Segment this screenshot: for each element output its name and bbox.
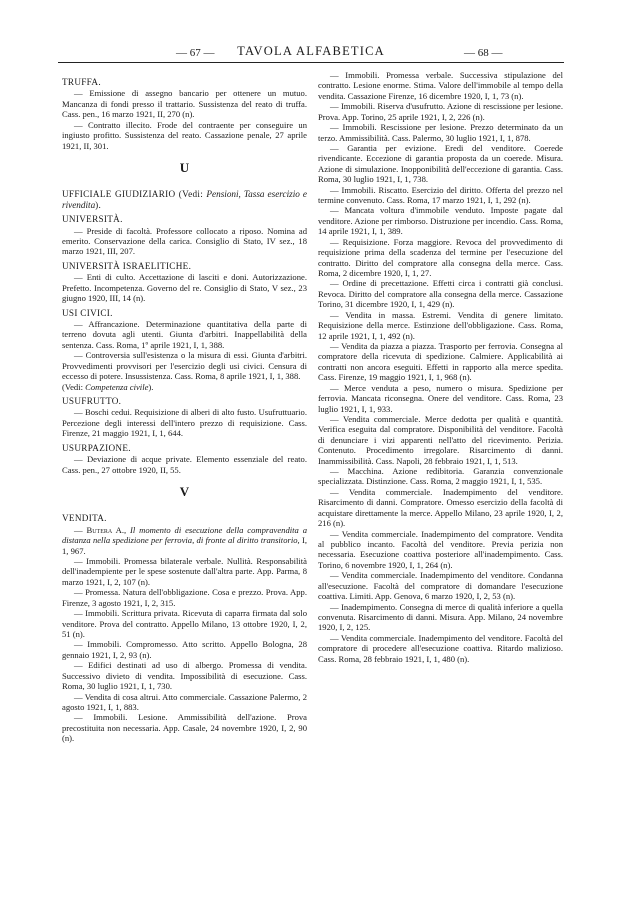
section-heading-usufrutto: USUFRUTTO. (62, 395, 122, 406)
author: Butera A., (86, 524, 127, 535)
entry: — Immobili. Riscatto. Esercizio del diritto. Offerta del prezzo nel termine convenuto. Cass. Roma, 17 marzo 1921, I, 1, 292 (n). (318, 184, 563, 206)
left-column (62, 70, 307, 744)
article-title: Il momento di esecuzione della compravendita a distanza nella spedizione per ferrovia, di fronte al diritto transitorio, (62, 524, 307, 546)
entry: — Vendita commerciale. Inadempimento del venditore. Facoltà del compratore di procedere all'esecuzione coattiva. Ritardo malizioso. Cass. Roma, 28 febbraio 1921, I, 1, 480 (n). (318, 632, 563, 664)
section-heading-ufficiale-giudiziario: UFFICIALE GIUDIZIARIO (Vedi: Pensioni, Tassa esercizio e rivendita). (62, 189, 307, 210)
cross-reference: Competenza civile (85, 381, 149, 392)
section-heading-universita: UNIVERSITÀ. (62, 214, 123, 225)
entry: — Garantia per evizione. Eredi del venditore. Coerede rivendicante. Eccezione di garantia proposta da un coerede. Misura. Azione di simulazione. Inopponibilità dell'eccezione di garantia. Cass. Roma, 30 luglio 1921, I, 1, 738. (318, 142, 563, 185)
entry: — Boschi cedui. Requisizione di alberi di alto fusto. Usufruttuario. Percezione degli interessi dell'intero prezzo di requisizione. Cass. Firenze, 21 maggio 1921, I, 1, 644. (62, 407, 307, 439)
page-header (58, 44, 564, 62)
alphabet-letter-v: V (179, 483, 190, 499)
alphabet-letter-u: U (179, 159, 190, 175)
entry: — Immobili. Scrittura privata. Ricevuta di caparra firmata dal solo venditore. Prova del contratto. Appello Milano, 13 ottobre 1920, I, 2, 51 (n). (62, 608, 307, 639)
entry: — Promessa. Natura dell'obbligazione. Cosa e prezzo. Prova. App. Firenze, 3 agosto 1921, I, 2, 315. (62, 587, 307, 608)
entry: — Controversia sull'esistenza o la misura di essi. Giunta d'arbitri. Provvedimenti provvisori per l'esercizio degli usi civici. Censura di eccesso di potere. Insussistenza. Cass. Roma, 8 aprile 1921, I, 1, 388. (62, 350, 307, 382)
entry: — Vendita da piazza a piazza. Trasporto per ferrovia. Consegna al compratore della ricevuta di spedizione. Calmiere. Applicabilità ai contratti non ancora eseguiti. Effetti in rapporto alla merce spedita. Cass. Firenze, 19 maggio 1921, I, 1, 968 (n). (318, 340, 563, 383)
entry: — Requisizione. Forza maggiore. Revoca del provvedimento di requisizione prima della scadenza del termine per l'esecuzione del contratto. Diritto del compratore alla consegna della merce. Cass. Roma, 2 dicembre 1920, I, 1, 27. (318, 236, 563, 279)
entry: — Deviazione di acque private. Elemento essenziale del reato. Cass. pen., 27 ottobre 1920, II, 55. (62, 454, 307, 475)
entry: — Butera A., Il momento di esecuzione della compravendita a distanza nella spedizione per ferrovia, di fronte al diritto transitorio, I, 1, 967. (62, 524, 307, 556)
right-page-number: — 68 — (464, 47, 503, 59)
entry: — Emissione di assegno bancario per ottenere un mutuo. Mancanza di fondi presso il trattario. Sussistenza del reato di truffa. Cass. pen., 16 marzo 1921, II, 270 (n). (62, 88, 307, 120)
entry: — Vendita commerciale. Merce dedotta per qualità e quantità. Verifica eseguita dal compratore. Disponibilità del venditore. Facoltà di denunciare i vizi apparenti nell'atto del ricevimento. Perizia. Contenuto. Procedimento irregolare. Risarcimento di danni. Inammissibilità. Cass. Napoli, 28 febbraio 1921, I, 1, 513. (318, 413, 563, 466)
entry: — Immobili. Riserva d'usufrutto. Azione di rescissione per lesione. Prova. App. Torino, 25 aprile 1921, I, 2, 226 (n). (318, 101, 563, 122)
entry: — Vendita commerciale. Inadempimento del venditore. Risarcimento di danni. Compratore. Omesso esercizio della facoltà di acquistare direttamente la merce. Appello Milano, 23 aprile 1920, I, 2, 216 (n). (318, 486, 563, 529)
section-heading-usurpazione: USURPAZIONE. (62, 442, 131, 453)
entry: — Immobili. Promessa bilaterale verbale. Nullità. Responsabilità dell'inadempiente per le spese sostenute dall'altra parte. App. Parma, 8 marzo 1921, I, 2, 107 (n). (62, 556, 307, 587)
right-column (318, 70, 563, 664)
cross-reference: Pensioni, Tassa esercizio e rivendita (62, 189, 307, 210)
section-heading-vendita: VENDITA. (62, 513, 107, 524)
entry: — Mancata voltura d'immobile venduto. Imposte pagate dal venditore. Azione per rimborso. Distruzione per incendio. Cass. Roma, 14 aprile 1921, I, 1, 389. (318, 205, 563, 237)
entry: — Immobili. Compromesso. Atto scritto. Appello Bologna, 28 gennaio 1921, I, 2, 93 (n). (62, 639, 307, 660)
entry: — Inadempimento. Consegna di merce di qualità inferiore a quella convenuta. Risarcimento di danni. Misura. App. Milano, 24 novembre 1920, I, 2, 125. (318, 601, 563, 633)
entry: — Vendita di cosa altrui. Atto commerciale. Cassazione Palermo, 2 agosto 1921, I, 1, 883. (62, 691, 307, 712)
entry: — Vendita commerciale. Inadempimento del compratore. Vendita al pubblico incanto. Facoltà del venditore. Previa perizia non necessaria. Esecuzione coattiva posteriore all'inadempimento. Cass. Torino, 6 novembre 1920, I, 1, 264 (n). (318, 528, 563, 570)
entry: — Enti di culto. Accettazione di lasciti e doni. Autorizzazione. Prefetto. Incompetenza. Governo del re. Consiglio di Stato, V sez., 23 giugno 1920, III, 14 (n). (62, 272, 307, 304)
entry: — Preside di facoltà. Professore collocato a riposo. Nomina ad emerito. Conservazione della carica. Consiglio di Stato, IV sez., 18 marzo 1921, III, 207. (62, 225, 307, 257)
section-heading-truffa: TRUFFA. (62, 77, 101, 87)
entry: — Merce venduta a peso, numero o misura. Spedizione per ferrovia. Mancata riconsegna. Onere del venditore. Cass. Roma, 23 luglio 1921, I, 1, 933. (318, 382, 563, 414)
entry: — Vendita commerciale. Inadempimento del venditore. Condanna all'esecuzione. Facoltà del compratore di domandare l'esecuzione coattiva. Limiti. App. Genova, 6 marzo 1920, I, 2, 53 (n). (318, 570, 563, 602)
entry: — Immobili. Lesione. Ammissibilità dell'azione. Prova precostituita non necessaria. App. Casale, 24 novembre 1920, I, 2, 90 (n). (62, 712, 307, 744)
entry: — Vendita in massa. Estremi. Vendita di genere limitato. Requisizione della merce. Estinzione dell'obbligazione. Cass. Roma, 12 aprile 1921, I, 1, 492 (n). (318, 309, 563, 341)
entry: — Macchina. Azione redibitoria. Garanzia convenzionale specializzata. Distinzione. Cass. Roma, 2 maggio 1921, I, 1, 535. (318, 466, 563, 487)
entry: — Edifici destinati ad uso di albergo. Promessa di vendita. Successivo divieto di vendita. Impossibilità di esecuzione. Cass. Roma, 30 luglio 1921, I, 1, 730. (62, 660, 307, 692)
left-page-number: — 67 — (176, 47, 215, 59)
see-also: (Vedi: Competenza civile). (62, 381, 154, 392)
header-rule (58, 62, 564, 63)
entry: — Ordine di precettazione. Effetti circa i contratti già conclusi. Revoca. Diritto del compratore alla consegna della merce. Cassazione Torino, 31 dicembre 1920, I, 1, 429 (n). (318, 278, 563, 310)
section-heading-universita-israelitiche: UNIVERSITÀ ISRAELITICHE. (62, 260, 192, 271)
entry: — Immobili. Rescissione per lesione. Prezzo determinato da un terzo. Ammissibilità. Cass. Palermo, 30 luglio 1921, I, 1, 878. (318, 122, 563, 143)
entry: — Affrancazione. Determinazione quantitativa della parte di terreno dovuta agli utenti. Giunta d'arbitri. Inappellabilità della sentenza. Cass. Roma, 1º aprile 1921, I, 1, 388. (62, 319, 307, 350)
page-title: TAVOLA ALFABETICA (237, 44, 385, 58)
section-heading-usi-civici: USI CIVICI. (62, 307, 113, 318)
entry: — Contratto illecito. Frode del contraente per conseguire un ingiusto profitto. Sussistenza del reato. Cassazione penale, 27 aprile 1921, II, 301. (62, 119, 307, 151)
entry: — Immobili. Promessa verbale. Successiva stipulazione del contratto. Lesione enorme. Stima. Valore dell'immobile al tempo della vendita. Cassazione Firenze, 16 dicembre 1920, I, 1, 73 (n). (318, 70, 563, 101)
